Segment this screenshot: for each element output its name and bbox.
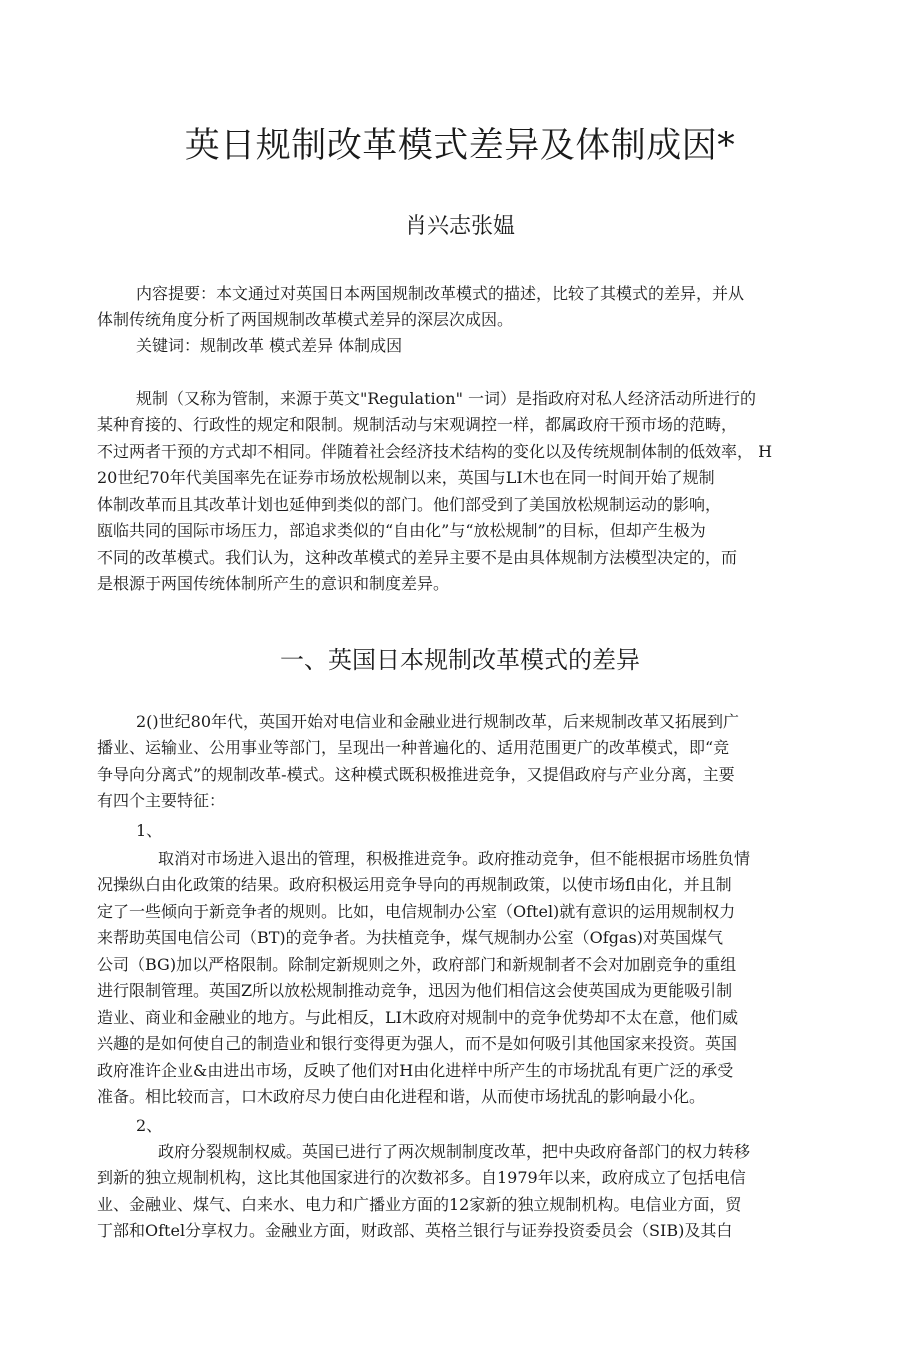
keywords-line: 关键词：规制改革 模式差异 体制成因: [136, 336, 403, 355]
paper-title: 英日规制改革模式差异及体制成因*: [184, 126, 736, 166]
body-line: 准备。相比较而言，口木政府尽力使白由化进程和谐，从而使市场扰乱的影响最小化。: [97, 1087, 706, 1106]
intro-line: 不同的改革模式。我们认为，这种改革模式的差异主要不是由具体规制方法模型决定的，而: [97, 547, 738, 567]
body-line: 有四个主要特征：: [97, 791, 226, 810]
body-line: 来帮助英国电信公司（BT)的竞争者。为扶植竞争，煤气规制办公室（Ofgas)对英国煤气: [97, 928, 723, 947]
body-line: 兴趣的是如何使自己的制造业和银行变得更为强人，而不是如何吸引其他国家来投资。英国: [97, 1034, 738, 1053]
body-line: 2()世纪80年代，英国开始对电信业和金融业进行规制改革，后来规制改革又拓展到广: [136, 712, 740, 731]
intro-line: 瓯临共同的国际市场压力，部追求类似的“自由化”与“放松规制”的目标，但却产生极为: [97, 521, 706, 540]
body-line: 定了一些倾向于新竞争者的规则。比如，电信规制办公室（Oftel)就有意识的运用规制权力: [97, 901, 736, 921]
intro-line: 规制（又称为管制，来源于英文"Regulation" 一词）是指政府对私人经济活动所进行的: [136, 389, 757, 408]
list-marker-1: [136, 818, 162, 845]
body-line: 造业、商业和金融业的地方。与此相反，LI木政府对规制中的竞争优势却不太在意，他们威: [97, 1007, 738, 1027]
abstract-block: [136, 281, 744, 308]
feature-2-first-line: [158, 1139, 750, 1166]
keywords-block: [136, 333, 402, 360]
intro-line: 体制改革而且其改革计划也延伸到类似的部门。他们部受到了美国放松规制运动的影响，: [97, 494, 722, 514]
body-line: 政府准许企业&由进出市场，反映了他们对H由化进样中所产生的市场扰乱有更广泛的承受: [97, 1060, 734, 1080]
list-number: 2、: [136, 1116, 163, 1135]
body-line: 况操纵白由化政策的结果。政府积极运用竞争导向的再规制政策，以使市场fl由化，并且制: [97, 875, 732, 894]
body-line: 政府分裂规制权威。英国已进行了两次规制制度改革，把中央政府备部门的权力转移: [158, 1142, 751, 1161]
intro-line: 是根源于两国传统体制所产生的意识和制度差异。: [97, 574, 450, 593]
intro-line: 某种育接的、行政性的规定和限制。规制活动与宋观调控一样，都属政府干预市场的范畴，: [97, 415, 738, 434]
body-line: 到新的独立规制机构，这比其他国家进行的次数祁多。自1979年以来，政府成立了包括电信: [97, 1168, 746, 1187]
body-line: 丁部和Oftel分享权力。金融业方面，财政部、英格兰银行与证券投资委员会（SIB)及其白: [97, 1221, 733, 1240]
intro-first-line: [136, 386, 756, 413]
section1-first-line: [136, 709, 739, 736]
abstract-block-continued: [97, 307, 513, 334]
list-number: 1、: [136, 821, 163, 840]
intro-line: 不过两者干预的方式却不相同。伴随着社会经济技术结构的变化以及传统规制体制的低效率， H: [97, 441, 773, 461]
body-line: 争导向分离式”的规制改革-模式。这种模式既积极推进竞争，又提倡政府与产业分离，主要: [97, 764, 735, 784]
intro-paragraph: [97, 412, 772, 598]
list-marker-2: [136, 1113, 162, 1140]
feature-1-paragraph: [97, 872, 738, 1111]
body-line: 业、金融业、煤气、白来水、电力和广播业方面的12家新的独立规制机构。电信业方面，贸: [97, 1194, 742, 1214]
body-line: 播业、运输业、公用事业等部门，呈现出一种普遍化的、适用范围更广的改革模式，即“竞: [97, 738, 730, 757]
feature-2-paragraph: [97, 1165, 746, 1245]
section1-paragraph: [97, 735, 735, 815]
author-names: 肖兴志张媪: [404, 214, 515, 239]
abstract-line: 内容提要：本文通过对英国日本两国规制改革模式的描述，比较了其模式的差异，并从: [136, 284, 745, 303]
abstract-line: 体制传统角度分析了两国规制改革模式差异的深层次成因。: [97, 310, 514, 329]
body-line: 公司（BG)加以严格限制。除制定新规则之外，政府部门和新规制者不会对加剧竞争的重组: [97, 954, 737, 974]
body-line: 进行限制管理。英国Z所以放松规制推动竞争，迅因为他们相信这会使英国成为更能吸引制: [97, 981, 733, 1000]
intro-line: 20世纪70年代美国率先在证券市场放松规制以来，英国与LI木也在同一时间开始了规制: [97, 468, 715, 487]
body-line: 取消对市场进入退出的管理，积极推进竞争。政府推动竞争，但不能根据市场胜负情: [158, 849, 751, 868]
feature-1-first-line: [158, 846, 750, 873]
section-heading: 一、英国日本规制改革模式的差异: [280, 646, 640, 674]
